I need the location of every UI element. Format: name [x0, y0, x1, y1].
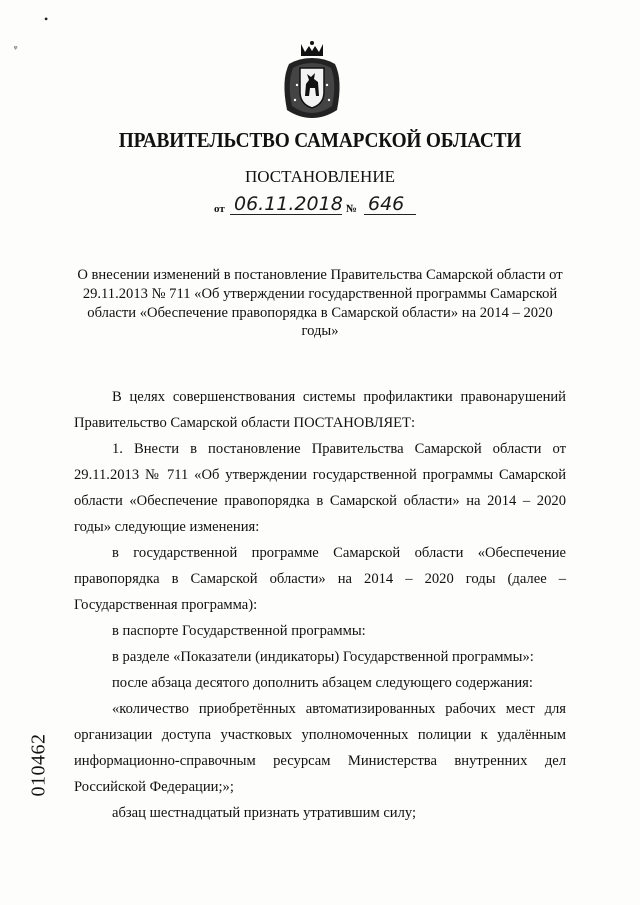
- paragraph: после абзаца десятого дополнить абзацем следующего содержания:: [112, 675, 533, 691]
- paragraph: В целях совершенствования системы профилактики правонарушений Правительство Самарской области ПОСТАНОВЛЯЕТ:: [74, 389, 566, 431]
- paragraph: «количество приобретённых автоматизированных рабочих мест для организации доступа участковых уполномоченных полиции к удалённым информационно-справочным ресурсам Министерства внутренних дел Российской Федерации;»;: [74, 701, 566, 795]
- date-label: от: [214, 203, 225, 215]
- number-value: 646: [368, 193, 405, 215]
- coat-of-arms-icon: [279, 40, 345, 120]
- government-title: ПРАВИТЕЛЬСТВО САМАРСКОЙ ОБЛАСТИ: [118, 128, 522, 152]
- document-type: ПОСТАНОВЛЕНИЕ: [244, 167, 395, 186]
- paragraph: абзац шестнадцатый признать утратившим силу;: [112, 805, 417, 821]
- document-body: [74, 384, 566, 826]
- paragraph: в разделе «Показатели (индикаторы) Государственной программы»:: [112, 649, 534, 665]
- paragraph: в государственной программе Самарской области «Обеспечение правопорядка в Самарской области» на 2014 – 2020 годы (далее – Государственная программа):: [74, 545, 566, 613]
- paragraph: 1. Внести в постановление Правительства Самарской области от 29.11.2013 № 711 «Об утверждении государственной программы Самарской области «Обеспечение правопорядка в Самарской области» на 2014 – 2020 годы» следующие изменения:: [74, 441, 566, 535]
- scan-speck: ᵩ: [14, 40, 18, 51]
- serial-number: [28, 710, 50, 820]
- document-subject: О внесении изменений в постановление Правительства Самарской области от 29.11.2013 № 711 «Об утверждении государственной программы Самарской области «Обеспечение правопорядка в Самарской области» на 2014 – 2020 годы»: [77, 267, 563, 340]
- scan-speck: •: [44, 12, 49, 26]
- date-value: 06.11.2018: [234, 193, 343, 215]
- number-label: №: [346, 203, 358, 215]
- paragraph: в паспорте Государственной программы:: [112, 623, 366, 639]
- date-number-line: [214, 193, 434, 219]
- serial-number-text: 010462: [27, 733, 50, 797]
